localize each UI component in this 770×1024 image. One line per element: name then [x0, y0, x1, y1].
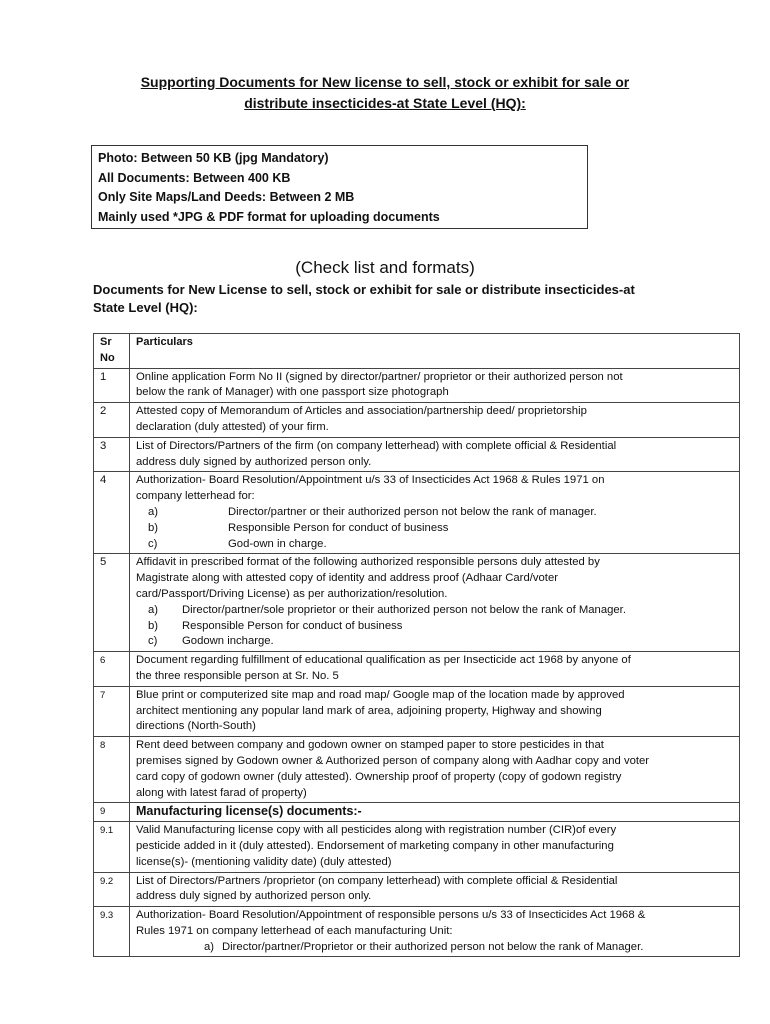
- table-row: [94, 403, 740, 438]
- heading-line-2: State Level (HQ):: [93, 300, 198, 315]
- sub-item: a) Director/partner/sole proprietor or their authorized person not below the rank of Manager.: [148, 603, 626, 616]
- info-site-maps: Only Site Maps/Land Deeds: Between 2 MB: [98, 190, 355, 204]
- table-row: [94, 472, 740, 554]
- row-particulars: List of Directors/Partners of the firm (on company letterhead) with complete official & Residential address duly signed by authorized person only.: [130, 437, 740, 472]
- row-sr: 9.2: [94, 872, 130, 907]
- header-particulars: Particulars: [130, 334, 740, 369]
- row-sr: 6: [94, 652, 130, 687]
- table-row: [94, 554, 740, 652]
- table-row: [94, 737, 740, 803]
- row-particulars: Online application Form No II (signed by director/partner/ proprietor or their authorized person not below the rank of Manager) with one passport size photograph: [130, 368, 740, 403]
- title-line-1: Supporting Documents for New license to sell, stock or exhibit for sale or: [140, 74, 630, 90]
- row-sr: 8: [94, 737, 130, 803]
- section-heading: [93, 281, 713, 317]
- table-row: [94, 872, 740, 907]
- sub-item: c) Godown incharge.: [148, 635, 274, 648]
- heading-line-1: Documents for New License to sell, stock or exhibit for sale or distribute insecticides-at: [93, 282, 635, 297]
- row-sr: 9.1: [94, 822, 130, 872]
- table-row: [94, 803, 740, 822]
- row-particulars: Authorization- Board Resolution/Appointment of responsible persons u/s 33 of Insecticides Act 1968 & Rules 1971 on company letterhead of each manufacturing Unit: a) Director/partner/Proprietor or their authorized person not below the rank of Manager.: [130, 907, 740, 957]
- row-sr: 3: [94, 437, 130, 472]
- sub-item: b) Responsible Person for conduct of business: [148, 521, 449, 534]
- checklist-subtitle: (Check list and formats): [295, 258, 475, 277]
- sub-item: b) Responsible Person for conduct of business: [148, 619, 403, 632]
- info-formats: Mainly used *JPG & PDF format for uploading documents: [98, 209, 440, 224]
- sub-item: c) God-own in charge.: [148, 537, 327, 550]
- table-row: [94, 652, 740, 687]
- row-sr: 7: [94, 686, 130, 736]
- row-particulars: Rent deed between company and godown owner on stamped paper to store pesticides in that premises signed by Godown owner & Authorized person of company along with Aadhar copy and voter card copy of godown owner (duly attested). Ownership proof of property (copy of godown registry along with latest farad of property): [130, 737, 740, 803]
- row-sr: 1: [94, 368, 130, 403]
- table-row: [94, 907, 740, 957]
- table-row: [94, 686, 740, 736]
- sub-item: a) Director/partner or their authorized person not below the rank of manager.: [148, 505, 597, 518]
- row-particulars: Authorization- Board Resolution/Appointment u/s 33 of Insecticides Act 1968 & Rules 1971 on company letterhead for: a) Director/partner or their authorized person not below the rank of manager. b) Responsible Person for conduct of business c) God-own in charge.: [130, 472, 740, 554]
- document-title: [0, 72, 770, 114]
- sub-item: a) Director/partner/Proprietor or their authorized person not below the rank of Manager.: [204, 940, 644, 953]
- row-particulars: Blue print or computerized site map and road map/ Google map of the location made by approved architect mentioning any popular land mark of area, adjoining property, Highway and showing directions (North-South): [130, 686, 740, 736]
- file-size-info-box: [91, 145, 588, 229]
- row-sr: 5: [94, 554, 130, 652]
- row-particulars: List of Directors/Partners /proprietor (on company letterhead) with complete official & Residential address duly signed by authorized person only.: [130, 872, 740, 907]
- table-row: [94, 368, 740, 403]
- row-sr: 2: [94, 403, 130, 438]
- documents-table: [93, 333, 740, 957]
- info-all-documents: All Documents: Between 400 KB: [98, 170, 291, 185]
- row-particulars: Manufacturing license(s) documents:-: [130, 803, 740, 822]
- table-row: [94, 822, 740, 872]
- table-header-row: [94, 334, 740, 369]
- row-particulars: Valid Manufacturing license copy with all pesticides along with registration number (CIR)of every pesticide added in it (duly attested). Endorsement of marketing company in other manufacturing license(s)- (mentioning validity date) (duly attested): [130, 822, 740, 872]
- table-row: [94, 437, 740, 472]
- info-photo: Photo: Between 50 KB (jpg Mandatory): [98, 151, 329, 165]
- header-sr-no: Sr No: [94, 334, 130, 369]
- row-particulars: Document regarding fulfillment of educational qualification as per Insecticide act 1968 by anyone of the three responsible person at Sr. No. 5: [130, 652, 740, 687]
- row-sr: 9.3: [94, 907, 130, 957]
- row-sr: 9: [94, 803, 130, 822]
- row-particulars: Affidavit in prescribed format of the following authorized responsible persons duly attested by Magistrate along with attested copy of identity and address proof (Adhaar Card/voter card/Passport/Driving License) as per authorization/resolution. a) Director/partner/sole proprietor or their authorized person not below the rank of Manager. b) Responsible Person for conduct of business c) Godown incharge.: [130, 554, 740, 652]
- title-line-2: distribute insecticides-at State Level (HQ):: [244, 95, 526, 111]
- row-sr: 4: [94, 472, 130, 554]
- row-particulars: Attested copy of Memorandum of Articles and association/partnership deed/ proprietorship declaration (duly attested) of your firm.: [130, 403, 740, 438]
